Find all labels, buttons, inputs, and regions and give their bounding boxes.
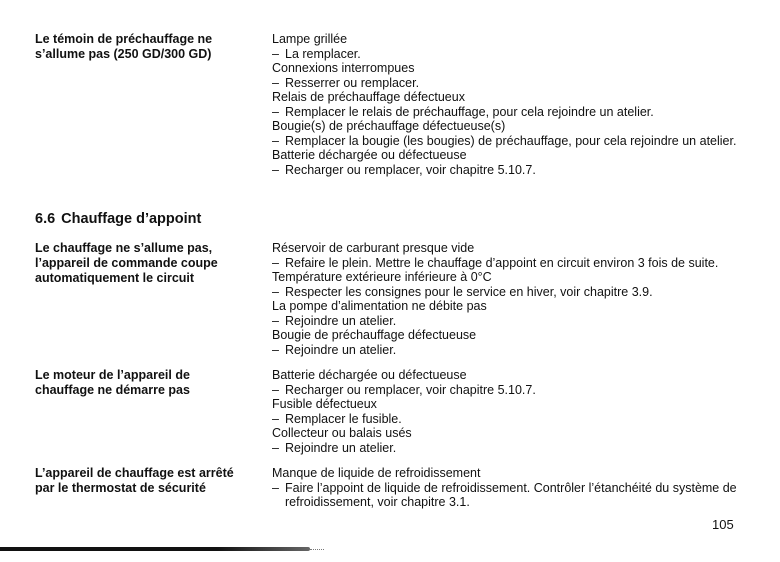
section-number: 6.6 [35,211,56,227]
remedy-list [272,466,742,510]
cause-text: Batterie déchargée ou défectueuse [272,148,467,162]
bottom-rule-tail [310,549,324,551]
cause-text: Manque de liquide de refroidissement [272,466,481,480]
cause-text: Batterie déchargée ou défectueuse [272,368,467,382]
symptom-text: Le chauffage ne s’allume pas, l’appareil de commande coupe automatiquement le circuit [35,241,218,285]
cause-text: Température extérieure inférieure à 0°C [272,270,492,284]
action-text: – Rejoindre un atelier. [272,342,397,357]
action-text: – Remplacer la bougie (les bougies) de préchauffage, pour cela rejoindre un atelier. [272,133,737,148]
remedy-list [272,241,742,357]
cause-text: La pompe d’alimentation ne débite pas [272,299,487,313]
cause-text: Collecteur ou balais usés [272,426,412,440]
symptom-text: Le moteur de l’appareil de chauffage ne démarre pas [35,368,190,397]
remedy-list [272,368,742,455]
action-text: – Remplacer le fusible. [272,411,402,426]
action-text: – Rejoindre un atelier. [272,313,397,328]
action-text: – Remplacer le relais de préchauffage, pour cela rejoindre un atelier. [272,104,654,119]
action-text: – Faire l’appoint de liquide de refroidissement. Contrôler l’étanchéité du système de refroidissement, voir chapitre 3.1. [272,480,737,509]
action-text: – Refaire le plein. Mettre le chauffage d’appoint en circuit environ 3 fois de suite. [272,255,719,270]
cause-text: Fusible défectueux [272,397,377,411]
cause-text: Bougie de préchauffage défectueuse [272,328,477,342]
action-text: – Recharger ou remplacer, voir chapitre 5.10.7. [272,382,536,397]
cause-text: Bougie(s) de préchauffage défectueuse(s) [272,119,506,133]
cause-text: Lampe grillée [272,32,348,46]
page-number: 105 [712,517,734,532]
section-heading [35,211,201,228]
action-text: – Respecter les consignes pour le service en hiver, voir chapitre 3.9. [272,284,653,299]
section-title: Chauffage d’appoint [61,211,202,227]
action-text: – Rejoindre un atelier. [272,440,397,455]
cause-text: Relais de préchauffage défectueux [272,90,465,104]
remedy-list [272,32,742,177]
symptom-text: L’appareil de chauffage est arrêté par le thermostat de sécurité [35,466,234,495]
action-text: – Recharger ou remplacer, voir chapitre 5.10.7. [272,162,536,177]
action-text: – La remplacer. [272,46,361,61]
bottom-rule-divider [0,547,310,551]
cause-text: Réservoir de carburant presque vide [272,241,475,255]
cause-text: Connexions interrompues [272,61,415,75]
symptom-text: Le témoin de préchauffage ne s’allume pas (250 GD/300 GD) [35,32,213,61]
action-text: – Resserrer ou remplacer. [272,75,420,90]
